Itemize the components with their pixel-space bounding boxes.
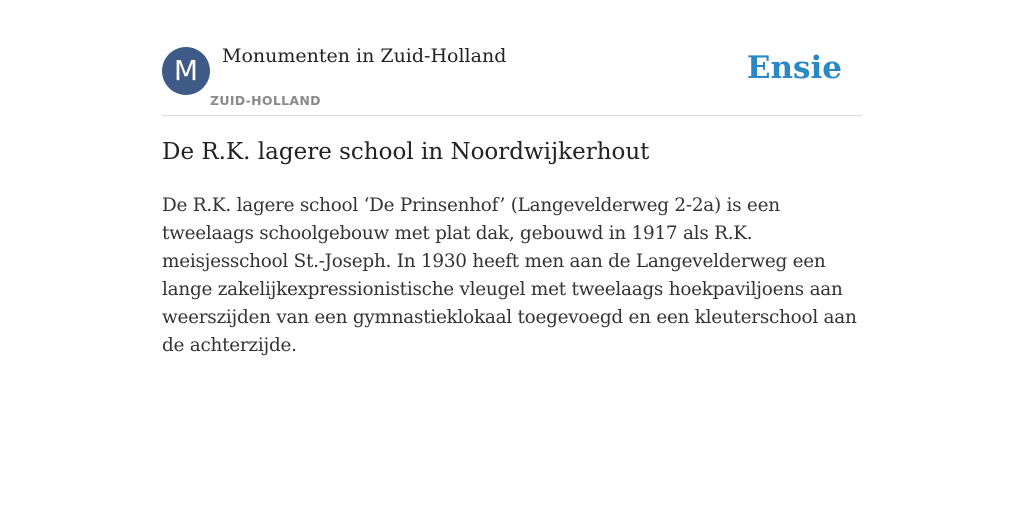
article-title: De R.K. lagere school in Noordwijkerhout: [162, 139, 650, 165]
header: [162, 0, 862, 116]
article-body: De R.K. lagere school ‘De Prinsenhof’ (Langevelderweg 2-2a) is een tweelaags schoolgebouw met plat dak, gebouwd in 1917 als R.K. meisjesschool St.-Joseph. In 1930 heeft men aan de Langevelderweg een lange zakelijkexpressionistische vleugel met tweelaags hoekpaviljoens aan weerszijden van een gymnastieklokaal toegevoegd en een kleuterschool aan de achterzijde.: [162, 195, 857, 356]
page-content: [162, 0, 862, 356]
region-label[interactable]: ZUID-HOLLAND: [210, 93, 321, 108]
avatar[interactable]: M: [162, 47, 210, 95]
ensie-logo[interactable]: Ensie: [746, 50, 842, 86]
book-title[interactable]: Monumenten in Zuid-Holland: [222, 45, 507, 67]
